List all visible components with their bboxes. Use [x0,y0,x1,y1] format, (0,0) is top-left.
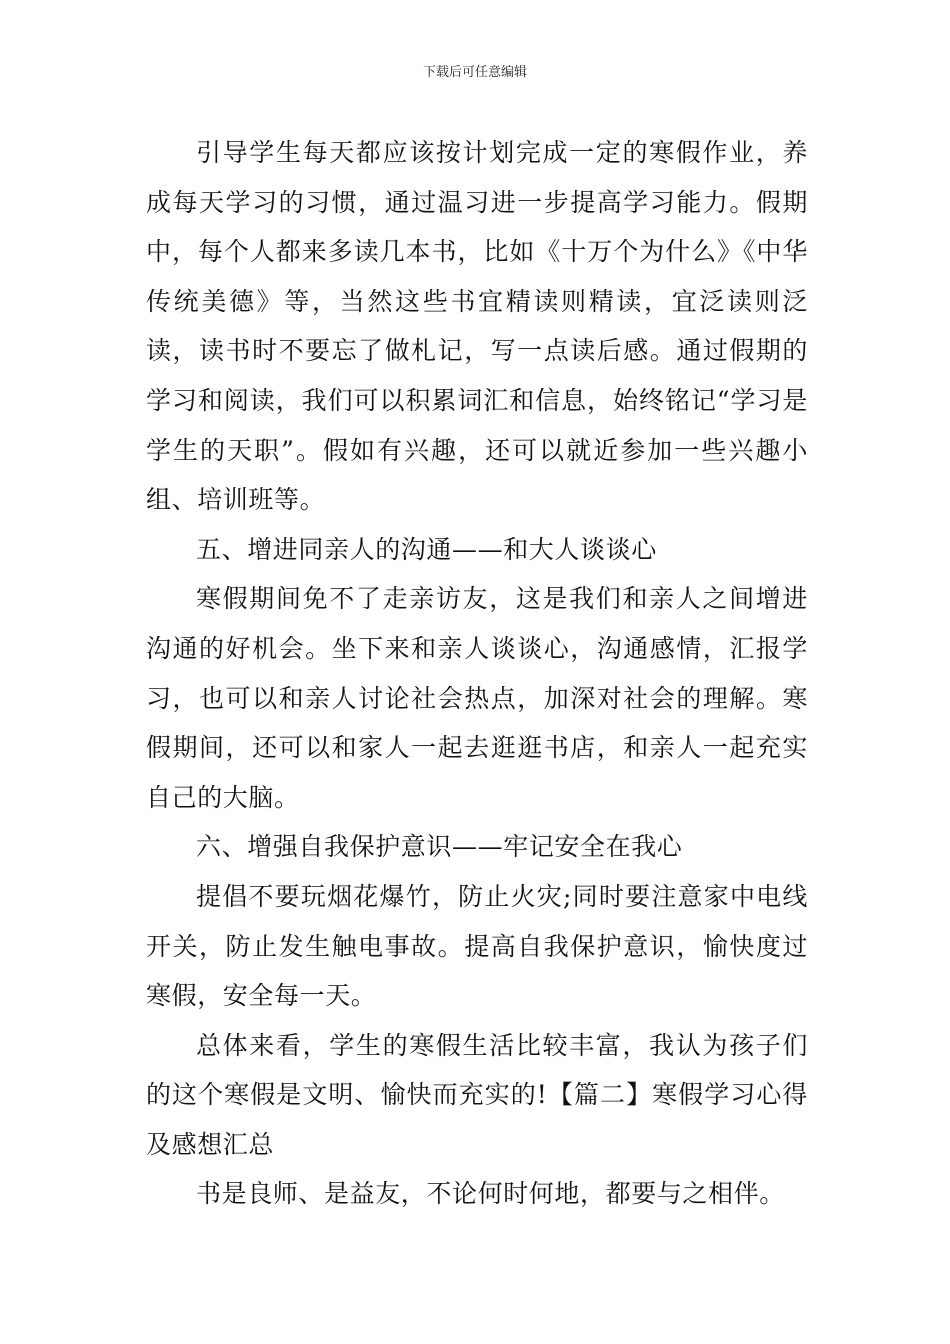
paragraph-study-reading: 引导学生每天都应该按计划完成一定的寒假作业，养成每天学习的习惯，通过温习进一步提高学习能力。假期中，每个人都来多读几本书，比如《十万个为什么》《中华传统美德》等，当然这些书宜精读则精读，宜泛读则泛读，读书时不要忘了做札记，写一点读后感。通过假期的学习和阅读，我们可以积累词汇和信息，始终铭记“学习是学生的天职”。假如有兴趣，还可以就近参加一些兴趣小组、培训班等。 [146,138,808,515]
paragraph-books: 书是良师、是益友，不论何时何地，都要与之相伴。 [196,1179,785,1209]
page-header: 下载后可任意编辑 [422,65,527,80]
paragraph-safety: 提倡不要玩烟花爆竹，防止火灾;同时要注意家中电线开关，防止发生触电事故。提高自我保护意识，愉快度过寒假，安全每一天。 [146,881,808,1011]
section-heading-six: 六、增强自我保护意识——牢记安全在我心 [196,832,683,862]
section-heading-five: 五、增进同亲人的沟通——和大人谈谈心 [196,534,657,564]
document-body [146,128,808,1219]
paragraph-family-communication: 寒假期间免不了走亲访友，这是我们和亲人之间增进沟通的好机会。坐下来和亲人谈谈心，沟通感情，汇报学习，也可以和亲人讨论社会热点，加深对社会的理解。寒假期间，还可以和家人一起去逛逛书店，和亲人一起充实自己的大脑。 [146,584,808,812]
paragraph-summary: 总体来看，学生的寒假生活比较丰富，我认为孩子们的这个寒假是文明、愉快而充实的!【篇二】寒假学习心得及感想汇总 [146,1030,808,1159]
